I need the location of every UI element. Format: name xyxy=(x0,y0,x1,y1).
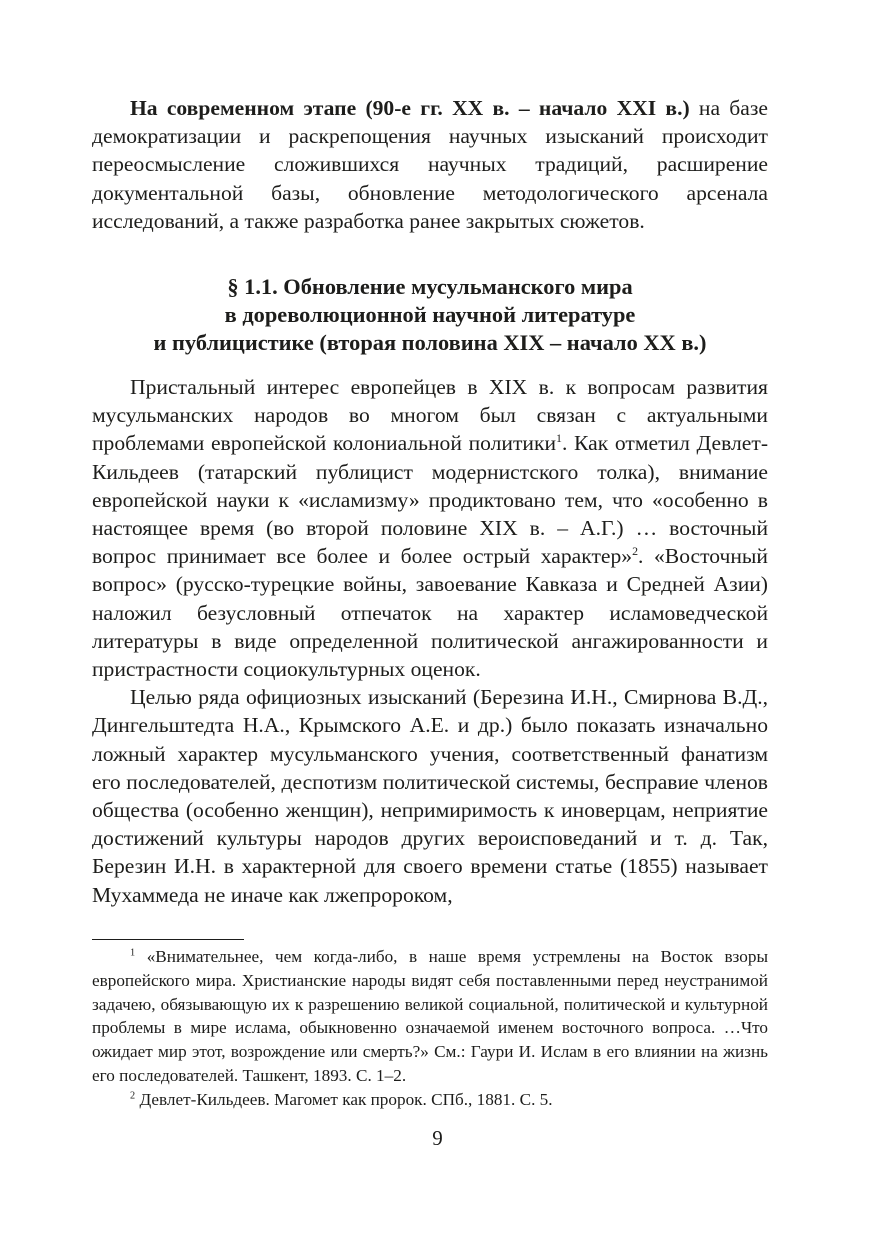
intro-text: на базе демократизации и раскрепощения научных изысканий происходит переосмысление сложившихся научных традиций, расширение документальной базы, обновление методологического арсенала исследований, а также разработка ранее закрытых сюжетов. xyxy=(92,96,768,233)
footnote-reference[interactable]: 1 xyxy=(556,431,562,446)
intro-paragraph xyxy=(92,94,768,235)
section-heading-line: § 1.1. Обновление мусульманского мира xyxy=(227,274,633,299)
body-text: Пристальный интерес европейцев в XIX в. к вопросам развития мусульманских народов во многом был связан с актуальными проблемами европейской колониальной политики xyxy=(92,375,768,456)
section-heading-line: и публицистике (вторая половина XIX – начало XX в.) xyxy=(153,330,707,355)
intro-bold-lead: На современном этапе (90-е гг. XX в. – начало XXI в.) xyxy=(130,96,690,120)
body-paragraph xyxy=(92,373,768,683)
section-heading xyxy=(92,273,768,357)
footnote-separator xyxy=(92,939,244,940)
body-text: . Как отметил Девлет-Кильдеев (татарский публицист модернистского толка), внимание европейской науки к «исламизму» продиктовано тем, что «особенно в настоящее время (во второй половине XIX в. – А.Г.) … восточный вопрос принимает все более и более острый характер» xyxy=(92,431,769,569)
body-text: . «Восточный вопрос» (русско-турецкие войны, завоевание Кавказа и Средней Азии) наложил безусловный отпечаток на характер исламоведческой литературы в виде определенной политической ангажированности и пристрастности социокультурных оценок. xyxy=(92,544,768,682)
footnote xyxy=(92,1088,768,1112)
footnote-reference[interactable]: 2 xyxy=(632,544,639,559)
footnote-text: Девлет-Кильдеев. Магомет как пророк. СПб., 1881. С. 5. xyxy=(135,1089,553,1109)
main-text xyxy=(92,373,768,909)
footnote-text: «Внимательнее, чем когда-либо, в наше время устремлены на Восток взоры европейского мира. Христианские народы видят себя поставленными перед неустранимой задачею, обязывающую их к разрешению великой социальной, политической и культурной проблемы в мире ислама, обыкновенно означаемой именем восточного вопроса. …Что ожидает мир этот, возрождение или смерть?» См.: Гаури И. Ислам в его влиянии на жизнь его последователей. Ташкент, 1893. С. 1–2. xyxy=(92,947,768,1085)
footnotes xyxy=(92,945,768,1112)
page-number: 9 xyxy=(432,1126,443,1150)
footnote-marker: 2 xyxy=(130,1090,136,1102)
footnote xyxy=(92,945,768,1088)
body-paragraph: Целью ряда официозных изысканий (Березина И.Н., Смирнова В.Д., Дингельштедта Н.А., Крымского А.Е. и др.) было показать изначально ложный характер мусульманского учения, соответственный фанатизм его последователей, деспотизм политической системы, бесправие членов общества (особенно женщин), непримиримость к иноверцам, неприятие достижений культуры народов других вероисповеданий и т. д. Так, Березин И.Н. в характерной для своего времени статье (1855) называет Мухаммеда не иначе как лжепророком, xyxy=(92,685,768,907)
section-heading-line: в дореволюционной научной литературе xyxy=(224,302,636,327)
footnote-marker: 1 xyxy=(130,947,136,959)
